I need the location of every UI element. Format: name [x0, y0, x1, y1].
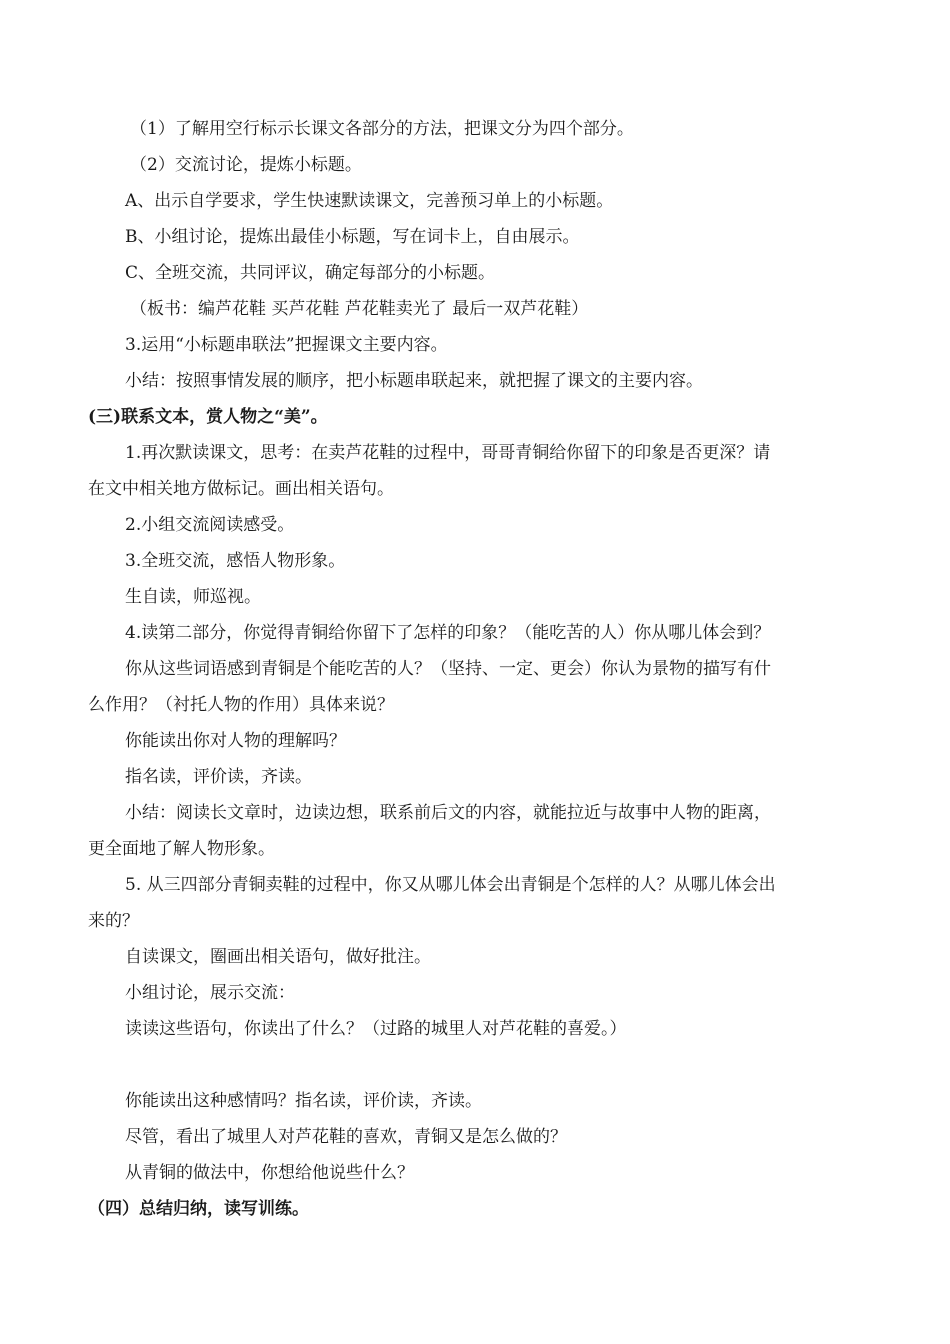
text-line: （2）交流讨论，提炼小标题。 [130, 155, 362, 175]
text-line: 你从这些词语感到青铜是个能吃苦的人？（坚持、一定、更会）你认为景物的描写有什 [125, 659, 771, 679]
text-line: 3.运用“小标题串联法”把握课文主要内容。 [125, 335, 448, 355]
section-heading: （四）总结归纳，读写训练。 [88, 1199, 309, 1219]
text-line: 尽管，看出了城里人对芦花鞋的喜欢，青铜又是怎么做的？ [125, 1127, 567, 1147]
text-line: 4.读第二部分，你觉得青铜给你留下了怎样的印象？（能吃苦的人）你从哪儿体会到？ [125, 623, 771, 643]
text-line: 3.全班交流，感悟人物形象。 [125, 551, 346, 571]
text-line: 小结：阅读长文章时，边读边想，联系前后文的内容，就能拉近与故事中人物的距离， [125, 803, 771, 823]
text-line: 小结：按照事情发展的顺序，把小标题串联起来，就把握了课文的主要内容。 [125, 371, 703, 391]
text-line: 小组讨论，展示交流： [125, 983, 295, 1003]
text-line: 5. 从三四部分青铜卖鞋的过程中，你又从哪儿体会出青铜是个怎样的人？从哪儿体会出 [125, 875, 776, 895]
text-line: 从青铜的做法中，你想给他说些什么？ [125, 1163, 414, 1183]
text-line: （1）了解用空行标示长课文各部分的方法，把课文分为四个部分。 [130, 119, 634, 139]
text-line: 在文中相关地方做标记。画出相关语句。 [88, 479, 394, 499]
text-line: 2.小组交流阅读感受。 [125, 515, 295, 535]
text-line: 生自读，师巡视。 [125, 587, 261, 607]
text-line: 1.再次默读课文，思考：在卖芦花鞋的过程中，哥哥青铜给你留下的印象是否更深？请 [125, 443, 771, 463]
text-line: （板书：编芦花鞋 买芦花鞋 芦花鞋卖光了 最后一双芦花鞋） [130, 299, 589, 319]
text-line: 指名读，评价读，齐读。 [125, 767, 312, 787]
text-line: 你能读出这种感情吗？指名读，评价读，齐读。 [125, 1091, 482, 1111]
text-line: C、全班交流，共同评议，确定每部分的小标题。 [125, 263, 496, 283]
text-line: 来的？ [88, 911, 139, 931]
text-line: 读读这些语句，你读出了什么？（过路的城里人对芦花鞋的喜爱。） [125, 1019, 627, 1039]
text-line: 么作用？（衬托人物的作用）具体来说？ [88, 695, 394, 715]
text-line: 自读课文，圈画出相关语句，做好批注。 [125, 947, 431, 967]
text-line: A、出示自学要求，学生快速默读课文，完善预习单上的小标题。 [125, 191, 614, 211]
text-line: 你能读出你对人物的理解吗？ [125, 731, 346, 751]
text-line: B、小组讨论，提炼出最佳小标题，写在词卡上，自由展示。 [125, 227, 580, 247]
text-line: 更全面地了解人物形象。 [88, 839, 275, 859]
section-heading: (三)联系文本，赏人物之“美”。 [88, 407, 328, 427]
